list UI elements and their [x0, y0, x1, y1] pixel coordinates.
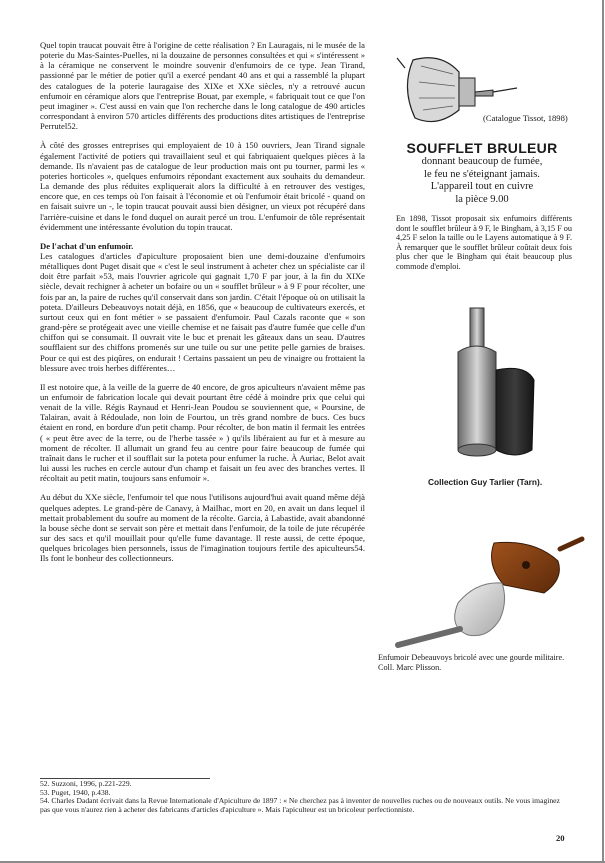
- ad-line-2: le feu ne s'éteignant jamais.: [424, 168, 540, 180]
- paragraph-debut-xxe: Au début du XXe siècle, l'enfumoir tel que nous l'utilisons aujourd'hui avait quand même déjà quelques adeptes. Le grand-père de Canavy, à Mailhac, mort en 20, en avait un dans lequel il mettait probablement du soufre au moment de la récolte. Garcia, à Labastide, avait abandonné la bouse sèche dont se servait son père et mettait dans l'enfumoir, de la toile de jute récupérée sur des sacs et qu'il mouillait pour qu'elle fume davantage. Il reste aussi, de cette époque, quelques bricolages bien personnels, issus de l'imagination toujours fertile des apiculteurs54. Ils font le bonheur des collectionneurs.: [40, 492, 365, 564]
- ad-line-4: la pièce 9.00: [455, 193, 509, 205]
- page-border-right: [602, 0, 604, 863]
- ad-line-1: donnant beaucoup de fumée,: [421, 156, 543, 167]
- paragraph-topin-traucat: Quel topin traucat pouvait être à l'origine de cette réalisation ? En Lauragais, ni le musée de la poterie du Mas-Saintes-Puelles, ni la douzaine de personnes consultées et qui « s'intéressent » à la céramique ne conservent le moindre souvenir d'enfumoirs de ce type. Jean Tirand, passionné par le métier de potier qu'il a exercé pendant 40 ans et qui a rassemblé la plupart des catalogues de la poterie lauragaise des XIXe et XXe siècles, n'y a retrouvé aucun enfumoir en céramique alors que l'entreprise Bouat, par exemple, « fabriquait tout ce que l'on peut imaginer ». C'est aussi en vain que l'on recherche dans le long catalogue de 490 articles correspondant à environ 570 articles différents des productions dites artistiques de l'entreprise Perrutel52.: [40, 40, 365, 132]
- ad-line-3: L'appareil tout en cuivre: [430, 181, 534, 192]
- footnote-53: 53. Puget, 1940, p.438.: [40, 787, 111, 797]
- smoker-debeauvoys-photo: [384, 535, 589, 650]
- main-text-column: [40, 40, 365, 573]
- smoker-tarlier-photo: [448, 300, 543, 470]
- footnote-52: 52. Suzzoni, 1996, p.221-229.: [40, 779, 132, 788]
- catalog-source-label: (Catalogue Tissot, 1898): [483, 113, 568, 123]
- paragraph-catalogues: Les catalogues d'articles d'apiculture proposaient bien une demi-douzaine d'enfumoirs métalliques dont Puget disait que « c'est le seul instrument à acheter chez un spécialiste car il doit être parfait »53, mais l'ouvrier agricole qui gagnait 1,70 F par jour, à la fin du XIXe siècle, devait rechigner à acheter un bofaire ou un « soufflet brûleur » à 9 F pour récolter, une fois par an, la paire de ruches qu'il conservait dans son jardin. C'était l'époque où on utilisait la poteta. D'ailleurs Debeauvoys notait déjà, en 1856, que « beaucoup de cultivateurs exercés, et surtout ceux qui en font métier » se passaient d'enfumoir. Paul Cazals raconte que « son grand-père se protégeait avec une vieille chemise et ne faisait pas d'autre fumée que celle d'un chiffon qui se consumait. Il ouvrait vite le buc et prenait les gâteaux dans un seau. D'autres soufflaient sur des chiffons promenés sur une tuile ou sur une petite pelle garnies de braises. Pour ce qui est des piqûres, on endurait ! Certains passaient un peu de vinaigre ou frottaient la blessure avec trois herbes différentes…: [40, 250, 365, 373]
- page-number: 20: [556, 833, 565, 843]
- metal-smoker-illustration: [448, 300, 543, 470]
- catalog-advertisement: [393, 140, 571, 206]
- caption-debeauvoys: Enfumoir Debeauvoys bricolé avec une gourde militaire. Coll. Marc Plisson.: [378, 653, 565, 672]
- bellows-engraving-illustration: [393, 48, 571, 143]
- paragraph-guerre-40: Il est notoire que, à la veille de la guerre de 40 encore, de gros apiculteurs n'avaient même pas un enfumoir de fabrication locale qui devait pourtant être cédé à moindre prix que celui qui venait de la ville. Régis Raynaud et Henri-Jean Poudou se souviennent que, « Poursine, de Talairan, avait à Rédoulade, non loin de Fourtou, un très grand nombre de bucs. Ces bucs étaient en rond, en bordure d'un petit champ. Pour récolter, de bon matin il fermait les entrées ( « peut être avec de la terre, ou de l'herbe tassée » ) qu'ils libéraient au fur et à mesure au moment de récolter. Il allumait un grand feu au centre pour faire beaucoup de fumée qui traînait dans le rucher et il soufflait sur la poteta pour enfumer la ruche. À Auriac, Belot avait lui aussi les ruches en cercle autour d'un champ et faisait un feu avec des branches vertes. Il récoltait au petit matin, toujours sans enfumoir ».: [40, 381, 365, 484]
- gourd-bellows-illustration: [384, 535, 589, 650]
- section-heading: De l'achat d'un enfumoir.: [40, 240, 134, 251]
- caption-tissot-1898: En 1898, Tissot proposait six enfumoirs différents dont le soufflet brûleur à 9 F, le Bingham, à 3,15 F ou 4,25 F selon la taille ou le Layens automatique à 9 F. À remarquer que le soufflet brûleur coûtait deux fois plus cher que le Bingham qui était beaucoup plus commode d'emploi.: [396, 214, 572, 271]
- caption-collection-tarlier: Collection Guy Tarlier (Tarn).: [428, 477, 543, 487]
- paragraph-potiers: À côté des grosses entreprises qui employaient de 10 à 150 ouvriers, Jean Tirand signale également l'activité de potiers qui travaillaient seul et qui fabriquaient quelques pièces à la demande. Ils n'avaient pas de catalogue de leur production mais ont pu tourner, parmi les « poteries horticoles », quelques enfumoirs répondant exactement aux souhaits du demandeur. La demande des plus réduites expliquerait alors la difficulté à en retrouver des vestiges, encore que, en ces temps où l'on faisait à l'économie et où l'enfumoir était bricolé - quand on en faisait suivre un -, le topin traucat pouvait aussi bien désigner, un vieux pot récupéré dans l'arrière-cuisine et dans le fond duquel on aurait percé un trou. L'enfumoir de tôle représentait évidemment une intéressante évolution du topin traucat.: [40, 140, 365, 232]
- footnote-54: 54. Charles Dadant écrivait dans la Revue Internationale d'Apiculture de 1897 : « Ne cherchez pas à inventer de nouvelles ruches ou de nouveaux outils. Ne vous imaginez pas que vous n'aurez rien à acheter des fabricants d'articles d'apiculture ». Mais l'apiculteur est un bricoleur perfectionniste.: [40, 796, 560, 814]
- footnotes: [40, 780, 570, 814]
- ad-title: SOUFFLET BRULEUR: [406, 140, 558, 156]
